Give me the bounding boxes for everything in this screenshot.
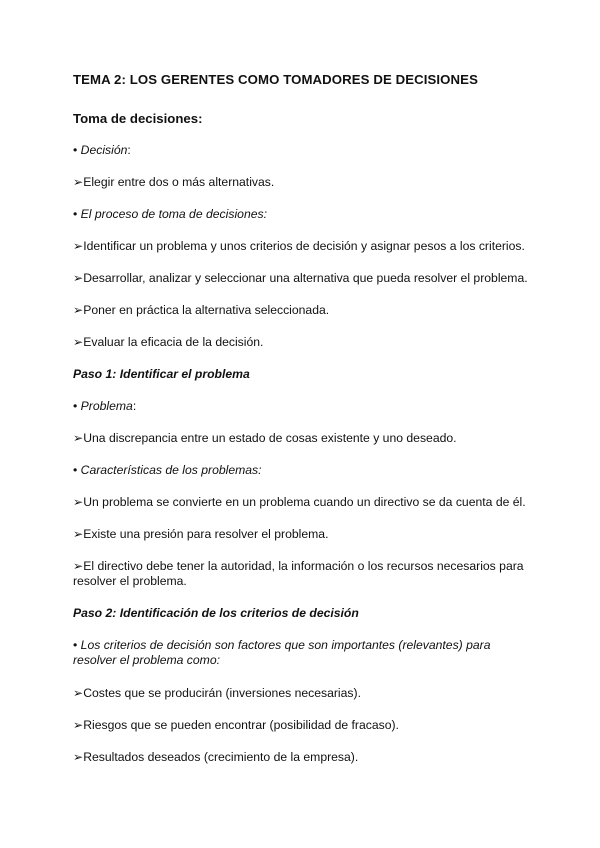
list-item-text: Existe una presión para resolver el problema. — [83, 527, 329, 541]
list-item — [73, 527, 533, 542]
arrow-icon: ➢ — [73, 431, 84, 445]
bullet-characteristics — [73, 463, 533, 478]
list-item-text: Poner en práctica la alternativa seleccionada. — [83, 303, 330, 317]
bullet-marker: • — [73, 463, 78, 477]
list-item — [73, 431, 533, 446]
bullet-problem — [73, 399, 533, 414]
arrow-icon: ➢ — [73, 175, 84, 189]
list-item — [73, 718, 533, 733]
list-item-text: Desarrollar, analizar y seleccionar una alternativa que pueda resolver el problema. — [83, 271, 528, 285]
arrow-icon: ➢ — [73, 559, 84, 573]
document-title: TEMA 2: LOS GERENTES COMO TOMADORES DE DECISIONES — [73, 72, 478, 87]
bullet-label: Decisión — [80, 143, 128, 157]
arrow-icon: ➢ — [73, 686, 84, 700]
list-item-text: Resultados deseados (crecimiento de la empresa). — [83, 750, 359, 764]
bullet-marker: • — [73, 143, 78, 157]
list-item — [73, 495, 533, 510]
list-item-text: Una discrepancia entre un estado de cosas existente y uno deseado. — [83, 431, 457, 445]
bullet-marker: • — [73, 638, 78, 652]
arrow-icon: ➢ — [73, 495, 84, 509]
list-item — [73, 271, 533, 286]
list-item — [73, 559, 533, 589]
bullet-label: Características de los problemas: — [80, 463, 262, 477]
list-item-text: Riesgos que se pueden encontrar (posibilidad de fracaso). — [83, 718, 399, 732]
list-item — [73, 335, 533, 350]
bullet-label: El proceso de toma de decisiones: — [80, 207, 267, 221]
bullet-decision — [73, 143, 533, 158]
list-item-text: Un problema se convierte en un problema cuando un directivo se da cuenta de él. — [83, 495, 526, 509]
section-heading: Toma de decisiones: — [73, 111, 203, 126]
list-item-text: El directivo debe tener la autoridad, la información o los recursos necesarios para resolver el problema. — [73, 559, 524, 588]
bullet-label: Problema — [80, 399, 133, 413]
arrow-icon: ➢ — [73, 303, 84, 317]
list-item — [73, 239, 533, 254]
bullet-marker: • — [73, 207, 78, 221]
bullet-suffix: : — [132, 399, 137, 413]
list-item-text: Costes que se producirán (inversiones necesarias). — [83, 686, 361, 700]
paso2-heading: Paso 2: Identificación de los criterios de decisión — [73, 606, 359, 620]
arrow-icon: ➢ — [73, 239, 84, 253]
arrow-icon: ➢ — [73, 335, 84, 349]
bullet-marker: • — [73, 399, 78, 413]
arrow-icon: ➢ — [73, 271, 84, 285]
list-item — [73, 175, 533, 190]
arrow-icon: ➢ — [73, 527, 84, 541]
bullet-suffix: : — [127, 143, 131, 157]
list-item — [73, 750, 533, 765]
list-item — [73, 686, 533, 701]
arrow-icon: ➢ — [73, 718, 84, 732]
list-item — [73, 303, 533, 318]
list-item-text: Identificar un problema y unos criterios de decisión y asignar pesos a los criterios. — [83, 239, 525, 253]
bullet-process — [73, 207, 533, 222]
list-item-text: Elegir entre dos o más alternativas. — [83, 175, 275, 189]
list-item-text: Evaluar la eficacia de la decisión. — [83, 335, 264, 349]
bullet-label: Los criterios de decisión son factores que son importantes (relevantes) para resolver el problema como: — [73, 638, 491, 667]
arrow-icon: ➢ — [73, 750, 84, 764]
bullet-criteria — [73, 638, 533, 668]
paso1-heading: Paso 1: Identificar el problema — [73, 367, 250, 381]
